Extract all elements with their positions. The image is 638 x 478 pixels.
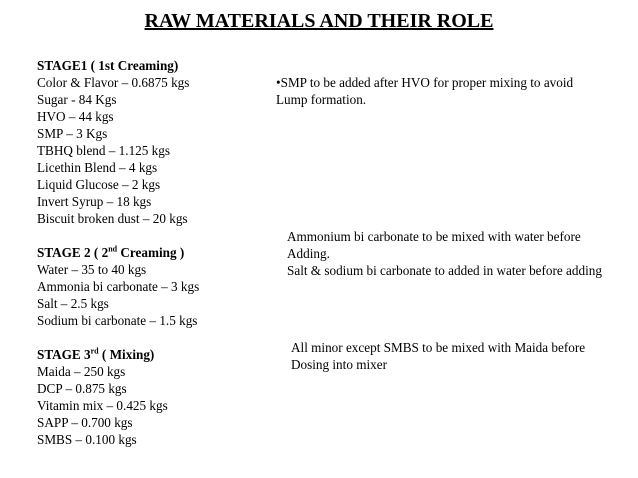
ingredient-item: SMP – 3 Kgs — [37, 126, 108, 141]
stage-heading: STAGE 2 ( 2nd Creaming ) — [37, 244, 185, 260]
page-title: RAW MATERIALS AND THEIR ROLE — [144, 10, 494, 32]
stage-1 — [37, 57, 277, 227]
stage-heading: STAGE1 ( 1st Creaming) — [37, 58, 179, 73]
note-line: Adding. — [287, 246, 330, 261]
note-line: Salt & sodium bi carbonate to added in water before adding — [287, 263, 602, 278]
ingredient-item: Water – 35 to 40 kgs — [37, 262, 147, 277]
ingredient-item: Sodium bi carbonate – 1.5 kgs — [37, 313, 198, 328]
ingredient-item: Sugar - 84 Kgs — [37, 92, 117, 107]
ingredient-item: SMBS – 0.100 kgs — [37, 432, 137, 447]
ingredient-item: DCP – 0.875 kgs — [37, 381, 127, 396]
stages-column — [37, 57, 277, 448]
ingredient-item: Color & Flavor – 0.6875 kgs — [37, 75, 190, 90]
stage-2 — [37, 244, 277, 329]
note-smp — [276, 74, 573, 108]
ingredient-item: Liquid Glucose – 2 kgs — [37, 177, 161, 192]
note-line: •SMP to be added after HVO for proper mixing to avoid — [276, 75, 574, 90]
note-line: Dosing into mixer — [291, 357, 387, 372]
note-line: Ammonium bi carbonate to be mixed with water before — [287, 229, 581, 244]
ingredient-item: Vitamin mix – 0.425 kgs — [37, 398, 168, 413]
ingredient-item: Biscuit broken dust – 20 kgs — [37, 211, 188, 226]
ingredient-item: HVO – 44 kgs — [37, 109, 114, 124]
ingredient-item: Ammonia bi carbonate – 3 kgs — [37, 279, 200, 294]
note-minor — [291, 339, 585, 373]
ingredient-item: Licethin Blend – 4 kgs — [37, 160, 158, 175]
note-line: All minor except SMBS to be mixed with Maida before — [291, 340, 586, 355]
note-ammonium — [287, 228, 602, 279]
ingredient-item: Maida – 250 kgs — [37, 364, 126, 379]
ingredient-item: Salt – 2.5 kgs — [37, 296, 109, 311]
ingredient-item: SAPP – 0.700 kgs — [37, 415, 133, 430]
stage-3 — [37, 346, 277, 448]
stage-heading: STAGE 3rd ( Mixing) — [37, 346, 155, 362]
ingredient-item: TBHQ blend – 1.125 kgs — [37, 143, 170, 158]
ingredient-item: Invert Syrup – 18 kgs — [37, 194, 152, 209]
note-line: Lump formation. — [276, 92, 367, 107]
